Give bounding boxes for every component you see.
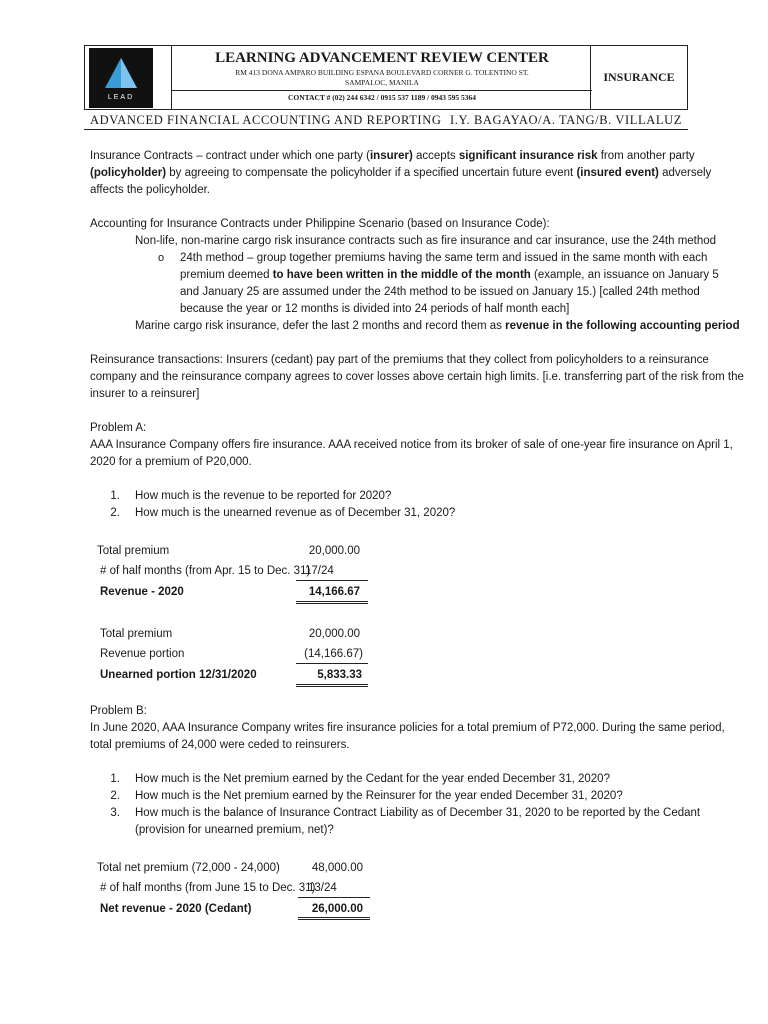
question-text: How much is the Net premium earned by the Reinsurer for the year ended December 31, 2020? <box>135 790 623 802</box>
method-line-4: because the year or 12 months is divided into 24 periods of half month each] <box>180 303 570 315</box>
reinsurance-line-1: Reinsurance transactions: Insurers (cedant) pay part of the premiums that they collect from policyholders to a reinsurance <box>90 354 709 366</box>
question-text: How much is the balance of Insurance Contract Liability as of December 31, 2020 to be reported by the Cedant <box>135 807 701 819</box>
reinsurance-line-2: company and the reinsurance company agrees to cover losses above certain high limits. [i.e. transferring part of the risk from the <box>90 371 744 383</box>
accounting-heading: Accounting for Insurance Contracts under Philippine Scenario (based on Insurance Code): <box>90 218 550 230</box>
method-line-2: premium deemed to have been written in the middle of the month (example, an issuance on January 5 <box>180 269 719 281</box>
header-center <box>171 46 591 109</box>
underline <box>296 663 368 664</box>
question-text-cont: (provision for unearned premium, net)? <box>135 824 334 836</box>
problem-b-title: Problem B: <box>90 705 147 717</box>
row-label: Revenue portion <box>100 648 185 660</box>
triangle-logo-icon <box>103 56 139 90</box>
method-line-1: 24th method – group together premiums having the same term and issued in the same month with each <box>180 252 708 264</box>
reinsurance-line-3: insurer to a reinsurer] <box>90 388 200 400</box>
row-label: Net revenue - 2020 (Cedant) <box>100 903 252 915</box>
nonlife-text: Non-life, non-marine cargo risk insurance contracts such as fire insurance and car insurance, use the 24th method <box>135 235 717 247</box>
double-underline <box>296 684 368 687</box>
lead-logo <box>89 48 153 108</box>
authors: I.Y. BAGAYAO/A. TANG/B. VILLALUZ <box>450 113 682 127</box>
row-value: 5,833.33 <box>317 669 362 681</box>
problem-a-line-1: AAA Insurance Company offers fire insurance. AAA received notice from its broker of sale of one-year fire insurance on April 1, <box>90 439 733 451</box>
address-line-2: SAMPALOC, MANILA <box>345 78 419 87</box>
document-header <box>84 45 688 110</box>
row-value: 13/24 <box>308 882 337 894</box>
question-number: 1. <box>110 490 120 502</box>
problem-b-line-1: In June 2020, AAA Insurance Company writes fire insurance policies for a total premium of P72,000. During the same period, <box>90 722 725 734</box>
question-number: 2. <box>110 507 120 519</box>
bullet-marker: o <box>158 252 165 264</box>
question-text: How much is the Net premium earned by the Cedant for the year ended December 31, 2020? <box>135 773 610 785</box>
problem-b-line-2: total premiums of 24,000 were ceded to reinsurers. <box>90 739 350 751</box>
row-label: Total premium <box>97 545 170 557</box>
logo-text: LEAD <box>107 94 135 101</box>
contact-info: CONTACT # (02) 244 6342 / 0915 537 1189 / 0943 595 5364 <box>172 90 592 108</box>
question-number: 1. <box>110 773 120 785</box>
double-underline <box>296 601 368 604</box>
org-name: LEARNING ADVANCEMENT REVIEW CENTER <box>215 50 549 66</box>
address <box>192 68 572 88</box>
intro-line-1: Insurance Contracts – contract under which one party (insurer) accepts significant insurance risk from another party <box>90 150 695 162</box>
course-bar <box>84 111 688 130</box>
intro-line-2: (policyholder) by agreeing to compensate the policyholder if a specified uncertain future event (insured event) adversely <box>90 167 712 179</box>
row-label: Unearned portion 12/31/2020 <box>100 669 257 681</box>
question-number: 3. <box>110 807 120 819</box>
row-label: Total net premium (72,000 - 24,000) <box>97 862 280 874</box>
underline <box>298 897 370 898</box>
row-label: # of half months (from June 15 to Dec. 31) <box>100 882 316 894</box>
topic-label: INSURANCE <box>603 70 675 84</box>
marine-text: Marine cargo risk insurance, defer the last 2 months and record them as revenue in the following accounting period <box>135 320 740 332</box>
row-label: Revenue - 2020 <box>100 586 184 598</box>
row-value: 26,000.00 <box>311 903 363 915</box>
row-label: Total premium <box>100 628 173 640</box>
row-value: 17/24 <box>305 565 334 577</box>
problem-a-title: Problem A: <box>90 422 147 434</box>
double-underline <box>298 917 370 920</box>
method-line-3: and January 25 are assumed under the 24th method to be issued on January 15.) [called 24th method <box>180 286 700 298</box>
question-text: How much is the unearned revenue as of December 31, 2020? <box>135 507 456 519</box>
question-number: 2. <box>110 790 120 802</box>
row-value: 20,000.00 <box>308 545 360 557</box>
row-label: # of half months (from Apr. 15 to Dec. 31) <box>100 565 311 577</box>
underline <box>296 580 368 581</box>
problem-a-line-2: 2020 for a premium of P20,000. <box>90 456 252 468</box>
address-line-1: RM 413 DONA AMPARO BUILDING ESPANA BOULEVARD CORNER G. TOLENTINO ST. <box>235 68 529 77</box>
course-title: ADVANCED FINANCIAL ACCOUNTING AND REPORTING <box>90 113 442 127</box>
row-value: 48,000.00 <box>311 862 363 874</box>
row-value: 20,000.00 <box>308 628 360 640</box>
question-text: How much is the revenue to be reported for 2020? <box>135 490 392 502</box>
intro-line-3: affects the policyholder. <box>90 184 210 196</box>
row-value: (14,166.67) <box>304 648 363 660</box>
row-value: 14,166.67 <box>308 586 360 598</box>
